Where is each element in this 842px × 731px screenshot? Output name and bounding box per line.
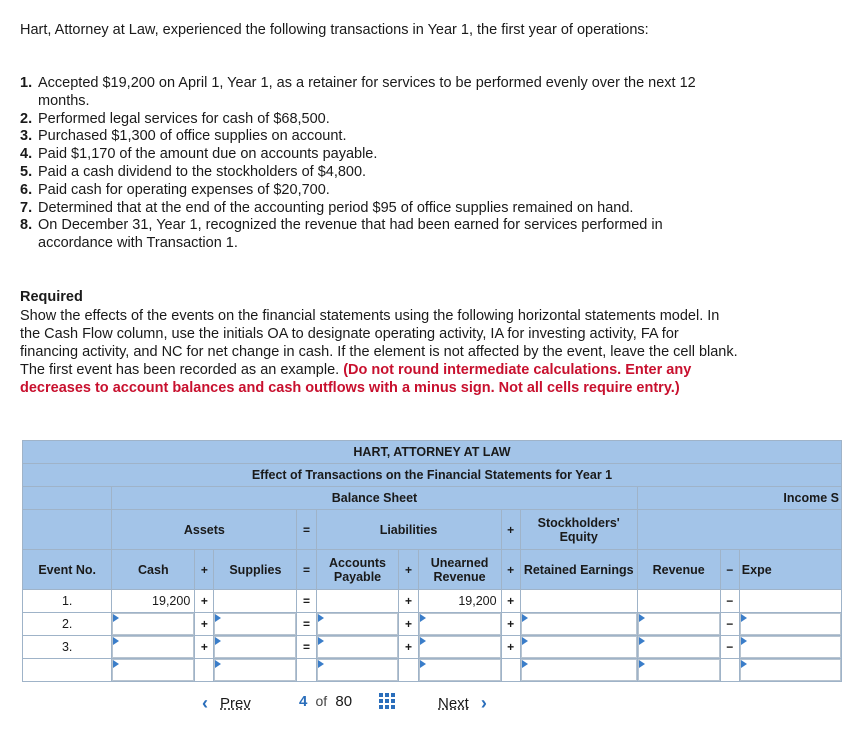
list-item: 3. Purchased $1,300 of office supplies on account. [20, 128, 347, 145]
pagination-bar [0, 685, 766, 725]
equals-sign: = [297, 510, 316, 550]
chevron-left-icon: ‹ [202, 693, 208, 713]
supplies-value [214, 590, 297, 613]
assets-header: Assets [112, 510, 297, 550]
unearned-revenue-input[interactable] [419, 659, 501, 681]
intro-text: Hart, Attorney at Law, experienced the following transactions in Year 1, the first year of operations: [20, 22, 649, 38]
minus-sign: − [720, 590, 739, 613]
plus-sign: + [501, 636, 520, 659]
required-heading: Required [20, 289, 83, 305]
page-current: 4 [299, 693, 308, 710]
plus-sign: + [195, 613, 214, 636]
minus-sign: − [720, 613, 739, 636]
table-row [23, 636, 842, 659]
supplies-input[interactable] [214, 613, 296, 635]
plus-sign: + [501, 510, 520, 550]
plus-sign: + [501, 550, 520, 590]
page-total: 80 [335, 693, 353, 710]
cash-input[interactable] [112, 636, 194, 658]
stockholders-equity-header: Stockholders' Equity [520, 510, 637, 550]
unearned-revenue-input[interactable] [419, 636, 501, 658]
event-number: 3. [23, 636, 112, 659]
table-row [23, 659, 842, 682]
expenses-input[interactable] [740, 613, 841, 635]
table-row [23, 613, 842, 636]
plus-sign: + [195, 636, 214, 659]
company-name: HART, ATTORNEY AT LAW [23, 441, 842, 464]
next-label: Next [438, 695, 469, 712]
supplies-input[interactable] [214, 659, 296, 681]
plus-sign: + [399, 613, 418, 636]
list-item: 6. Paid cash for operating expenses of $20,700. [20, 181, 330, 198]
prev-label: Prev [220, 695, 251, 712]
transaction-list [20, 75, 740, 253]
retained-earnings-value [520, 590, 637, 613]
expenses-input[interactable] [740, 659, 841, 681]
list-item: 1. Accepted $19,200 on April 1, Year 1, as a retainer for services to be performed evenly over the next 12 months. [20, 75, 696, 109]
minus-sign: − [720, 550, 739, 590]
accounts-payable-input[interactable] [317, 659, 399, 681]
equals-sign: = [297, 590, 316, 613]
expenses-header: Expe [739, 550, 841, 590]
unearned-revenue-input[interactable] [419, 613, 501, 635]
list-item: 5. Paid a cash dividend to the stockholders of $4,800. [20, 163, 367, 180]
revenue-input[interactable] [638, 613, 720, 635]
cash-input[interactable] [112, 659, 194, 681]
list-item: 7. Determined that at the end of the accounting period $95 of office supplies remained on hand. [20, 199, 634, 216]
grid-view-icon[interactable] [378, 692, 396, 710]
cash-value: 19,200 [112, 590, 195, 613]
equals-sign: = [297, 636, 316, 659]
expenses-input[interactable] [740, 636, 841, 658]
plus-sign: + [195, 550, 214, 590]
required-instructions [20, 307, 740, 397]
required-body: Show the effects of the events on the financial statements using the following horizontal statements model. In the Cash Flow column, use the initials OA to designate operating activity, IA for investing activity, FA for financing activity, and NC for net change in cash. If the element is not affected by the event, leave the cell blank. The first event has been recorded as an example. [20, 308, 738, 378]
equals-sign: = [297, 550, 316, 590]
income-statement-header: Income S [637, 487, 841, 510]
required-emphasis: (Do not round intermediate calculations. Enter any decreases to account balances and cash outflows with a minus sign. Not all cells require entry.) [20, 362, 692, 396]
event-no-header: Event No. [23, 550, 112, 590]
table-row [23, 590, 842, 613]
supplies-input[interactable] [214, 636, 296, 658]
cash-input[interactable] [112, 613, 194, 635]
plus-sign: + [501, 613, 520, 636]
revenue-header: Revenue [637, 550, 720, 590]
minus-sign: − [720, 636, 739, 659]
statements-model-table [22, 440, 839, 654]
expenses-value [739, 590, 841, 613]
accounts-payable-header: Accounts Payable [316, 550, 399, 590]
supplies-header: Supplies [214, 550, 297, 590]
event-number: 2. [23, 613, 112, 636]
retained-earnings-input[interactable] [521, 659, 637, 681]
plus-sign: + [195, 590, 214, 613]
cash-header: Cash [112, 550, 195, 590]
event-number: 1. [23, 590, 112, 613]
retained-earnings-input[interactable] [521, 613, 637, 635]
plus-sign: + [399, 636, 418, 659]
retained-earnings-input[interactable] [521, 636, 637, 658]
page-of: of [315, 693, 328, 709]
accounts-payable-input[interactable] [317, 636, 399, 658]
accounts-payable-input[interactable] [317, 613, 399, 635]
plus-sign: + [501, 590, 520, 613]
unearned-revenue-header: Unearned Revenue [418, 550, 501, 590]
revenue-input[interactable] [638, 659, 720, 681]
revenue-input[interactable] [638, 636, 720, 658]
revenue-value [637, 590, 720, 613]
accounts-payable-value [316, 590, 399, 613]
prev-button[interactable] [202, 693, 251, 714]
list-item: 4. Paid $1,170 of the amount due on accounts payable. [20, 146, 378, 163]
liabilities-header: Liabilities [316, 510, 501, 550]
page-indicator [299, 693, 352, 710]
list-item: 2. Performed legal services for cash of $68,500. [20, 110, 330, 127]
plus-sign: + [399, 550, 418, 590]
plus-sign: + [399, 590, 418, 613]
chevron-right-icon: › [480, 693, 487, 713]
table-subtitle: Effect of Transactions on the Financial Statements for Year 1 [23, 464, 842, 487]
retained-earnings-header: Retained Earnings [520, 550, 637, 590]
unearned-revenue-value: 19,200 [418, 590, 501, 613]
list-item: 8. On December 31, Year 1, recognized the revenue that had been earned for services performed in accordance with Transaction 1. [20, 217, 663, 252]
balance-sheet-header: Balance Sheet [112, 487, 637, 510]
next-button[interactable] [438, 693, 487, 714]
equals-sign: = [297, 613, 316, 636]
